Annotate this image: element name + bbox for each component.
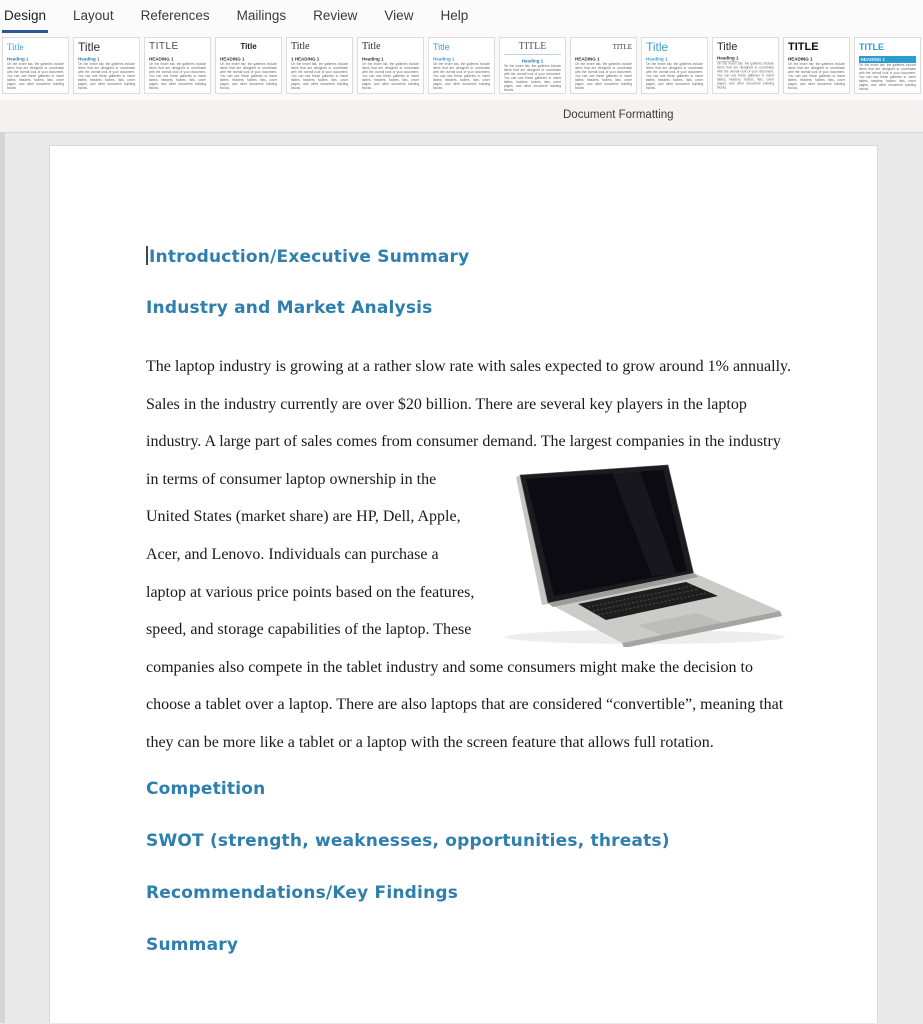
document-page[interactable] bbox=[49, 145, 878, 1023]
thumb-title: Title bbox=[362, 41, 381, 52]
heading-summary[interactable] bbox=[146, 934, 794, 956]
thumb-body-text: On the Insert tab, the galleries include items that are designed to coordinate with the overall look of your document. You can use these galleries to insert tables, headers, footers, lists, cover pages, and other document building blocks. bbox=[433, 62, 490, 90]
thumb-body-text: On the Insert tab, the galleries include items that are designed to coordinate with the overall look of your document. You can use these galleries to insert tables, headers, footers, lists, cover pages, and other document building blocks. bbox=[291, 62, 348, 90]
thumb-body-text: On the Insert tab, the galleries include items that are designed to coordinate with the overall look of your document. You can use these galleries to insert tables, headers, footers, lists, cover pages, and other document building blocks. bbox=[646, 62, 703, 90]
style-set-thumbnail-2[interactable] bbox=[73, 37, 140, 94]
style-set-thumbnail-4[interactable] bbox=[215, 37, 282, 94]
thumb-title: Title bbox=[717, 41, 738, 53]
thumb-body-text: On the Insert tab, the galleries include items that are designed to coordinate with the overall look of your document. You can use these galleries to insert tables, headers, footers, lists, cover pages, and other document building blocks. bbox=[859, 63, 916, 91]
thumb-title: TITLE bbox=[504, 41, 561, 55]
tab-mailings[interactable]: Mailings bbox=[236, 8, 287, 23]
style-set-thumbnail-12[interactable] bbox=[783, 37, 850, 94]
thumb-heading: 1 HEADING 1 bbox=[291, 56, 320, 62]
body-paragraph[interactable] bbox=[146, 348, 794, 762]
style-set-thumbnail-6[interactable] bbox=[357, 37, 424, 94]
style-set-thumbnail-9[interactable] bbox=[570, 37, 637, 94]
window-edge bbox=[0, 133, 5, 1023]
ribbon-tab-bar bbox=[0, 0, 923, 33]
thumb-heading: Heading 1 bbox=[433, 56, 455, 62]
thumb-body-text: On the Insert tab, the galleries include items that are designed to coordinate with the overall look of your document. You can use these galleries to insert tables, headers, footers, lists, cover pages, and other document building blocks. bbox=[788, 62, 845, 90]
thumb-title: Title bbox=[646, 40, 669, 54]
thumb-body-text: On the Insert tab, the galleries include items that are designed to coordinate with the overall look of your document. You can use these galleries to insert tables, headers, footers, lists, cover pages, and other document building blocks. bbox=[504, 64, 561, 92]
tab-review[interactable]: Review bbox=[313, 8, 358, 23]
style-set-thumbnail-11[interactable] bbox=[712, 37, 779, 94]
paragraph-text: The laptop industry is growing at a rather slow rate with sales expected to grow around 1% annually. Sales in the industry currently are over $20 billion. There are several key players in the laptop industry. A large part of sales comes from consumer demand. The largest companies bbox=[146, 358, 792, 451]
heading-swot[interactable] bbox=[146, 830, 794, 852]
thumb-body-text: On the Insert tab, the galleries include items that are designed to coordinate with the overall look of your document. You can use these galleries to insert tables, headers, footers, lists, cover pages, and other document building blocks. bbox=[78, 62, 135, 90]
thumb-heading: HEADING 1 bbox=[788, 56, 813, 62]
heading-industry-market-analysis[interactable] bbox=[146, 297, 794, 319]
thumb-heading: HEADING 1 bbox=[220, 56, 245, 62]
thumb-heading: Heading 1 bbox=[362, 56, 384, 62]
thumb-heading: Heading 1 bbox=[521, 58, 544, 64]
heading-text: Industry and Market Analysis bbox=[146, 298, 433, 318]
thumb-body-text: On the Insert tab, the galleries include items that are designed to coordinate with the overall look of your document. You can use these galleries to insert tables, headers, footers, lists, cover pages, and other document building blocks. bbox=[7, 62, 64, 90]
thumb-heading: Heading 1 bbox=[7, 56, 29, 62]
tab-layout[interactable]: Layout bbox=[73, 8, 114, 23]
thumb-title: TITLE bbox=[149, 41, 179, 52]
style-set-thumbnail-3[interactable] bbox=[144, 37, 211, 94]
thumb-title: Title bbox=[433, 42, 450, 52]
thumb-title: Title bbox=[7, 42, 24, 52]
style-set-thumbnail-7[interactable] bbox=[428, 37, 495, 94]
document-canvas bbox=[0, 133, 923, 1023]
thumb-body-text: On the Insert tab, the galleries include items that are designed to coordinate with the overall look of your document. You can use these galleries to insert tables, headers, footers, lists, cover pages, and other document building blocks. bbox=[149, 62, 206, 90]
heading-text: Summary bbox=[146, 934, 239, 955]
thumb-body-text: On the Insert tab, the galleries include items that are designed to coordinate with the overall look of your document. You can use these galleries to insert tables, headers, footers, lists, cover pages, and other document building blocks. bbox=[717, 62, 774, 90]
thumb-body-text: On the Insert tab, the galleries include items that are designed to coordinate with the overall look of your document. You can use these galleries to insert tables, headers, footers, lists, cover pages, and other document building blocks. bbox=[362, 62, 419, 90]
style-set-thumbnail-1[interactable] bbox=[2, 37, 69, 94]
thumb-heading: HEADING 1 bbox=[859, 56, 916, 63]
heading-text: Introduction/Executive Summary bbox=[149, 247, 470, 267]
heading-text: Competition bbox=[146, 778, 266, 799]
style-set-thumbnail-13[interactable] bbox=[854, 37, 921, 94]
thumb-title: TITLE bbox=[788, 41, 819, 53]
thumb-body-text: On the Insert tab, the galleries include items that are designed to coordinate with the overall look of your document. You can use these galleries to insert tables, headers, footers, lists, cover pages, and other document building blocks. bbox=[220, 62, 277, 90]
thumb-body-text: On the Insert tab, the galleries include items that are designed to coordinate with the overall look of your document. You can use these galleries to insert tables, headers, footers, lists, cover pages, and other document building blocks. bbox=[575, 62, 632, 90]
thumb-title: Title bbox=[291, 41, 310, 52]
heading-introduction[interactable] bbox=[146, 246, 794, 268]
style-set-thumbnail-10[interactable] bbox=[641, 37, 708, 94]
laptop-illustration bbox=[490, 463, 792, 647]
heading-recommendations[interactable] bbox=[146, 882, 794, 904]
style-set-thumbnail-5[interactable] bbox=[286, 37, 353, 94]
ribbon-group-row bbox=[0, 100, 923, 133]
thumb-title: TITLE bbox=[612, 43, 632, 51]
tab-view[interactable]: View bbox=[384, 8, 414, 23]
heading-competition[interactable] bbox=[146, 778, 794, 800]
laptop-image[interactable] bbox=[490, 463, 792, 647]
thumb-heading: Heading 1 bbox=[717, 55, 739, 61]
tab-help[interactable]: Help bbox=[440, 8, 469, 23]
thumb-title: TITLE bbox=[859, 42, 884, 52]
text-cursor bbox=[146, 246, 148, 265]
tab-design[interactable]: Design bbox=[2, 2, 48, 33]
style-set-gallery bbox=[0, 33, 923, 100]
tab-references[interactable]: References bbox=[140, 8, 210, 23]
thumb-title: Title bbox=[78, 40, 101, 54]
thumb-heading: Heading 1 bbox=[78, 56, 100, 62]
paragraph-text: in the industry in terms of consumer laptop ownership in the United States (market share) are HP, Dell, Apple, Acer, and Lenovo. Individuals can purchase a laptop at various price points based on the features, speed, and storage capabilities of the laptop. These companies also compete in the tablet industry and some consumers might make the decision to choose a tablet over a laptop. There are also laptops that are considered “convertible”, meaning that they can be more like a tablet or a laptop with the screen feature that allows full rotation. bbox=[146, 433, 784, 751]
thumb-title: Title bbox=[240, 42, 257, 51]
thumb-heading: HEADING 1 bbox=[575, 56, 600, 62]
heading-text: SWOT (strength, weaknesses, opportunities, threats) bbox=[146, 830, 670, 851]
group-label-document-formatting: Document Formatting bbox=[563, 109, 674, 121]
thumb-heading: Heading 1 bbox=[646, 56, 668, 62]
heading-text: Recommendations/Key Findings bbox=[146, 882, 459, 903]
thumb-heading: HEADING 1 bbox=[149, 56, 174, 62]
style-set-thumbnail-8[interactable] bbox=[499, 37, 566, 94]
